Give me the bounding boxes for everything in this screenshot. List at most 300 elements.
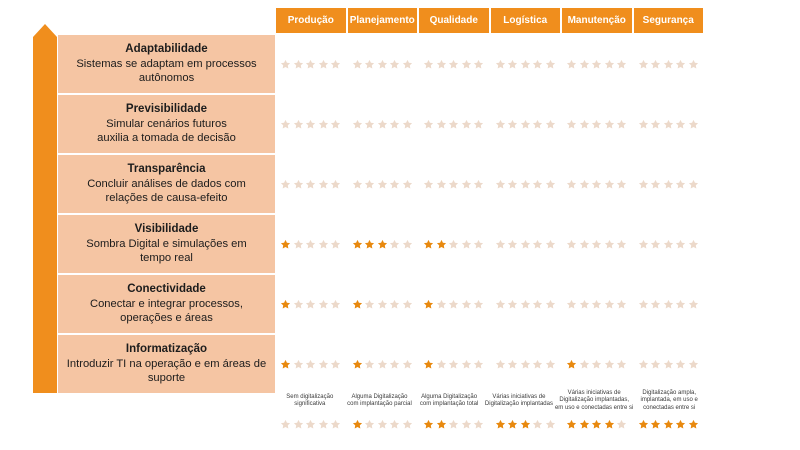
rating-cell bbox=[562, 215, 632, 273]
star-rating bbox=[352, 419, 413, 430]
star-empty-icon bbox=[389, 239, 400, 250]
rating-cell bbox=[419, 95, 489, 153]
rating-cell bbox=[276, 95, 346, 153]
rating-cell bbox=[419, 275, 489, 333]
star-empty-icon bbox=[318, 419, 329, 430]
rating-cell bbox=[419, 155, 489, 213]
legend-rating-cell bbox=[634, 418, 704, 430]
star-empty-icon bbox=[293, 419, 304, 430]
star-empty-icon bbox=[293, 239, 304, 250]
rating-cell bbox=[276, 335, 346, 393]
star-empty-icon bbox=[638, 119, 649, 130]
star-rating bbox=[280, 419, 341, 430]
star-empty-icon bbox=[389, 179, 400, 190]
star-empty-icon bbox=[507, 119, 518, 130]
row-label bbox=[58, 335, 275, 393]
star-empty-icon bbox=[389, 119, 400, 130]
rating-cell bbox=[276, 215, 346, 273]
star-empty-icon bbox=[389, 59, 400, 70]
row-label bbox=[58, 95, 275, 153]
star-empty-icon bbox=[688, 299, 699, 310]
star-empty-icon bbox=[473, 359, 484, 370]
star-rating bbox=[423, 59, 484, 70]
star-filled-icon bbox=[423, 239, 434, 250]
star-rating bbox=[280, 119, 341, 130]
star-empty-icon bbox=[532, 239, 543, 250]
star-rating bbox=[423, 179, 484, 190]
legend-cell bbox=[276, 388, 344, 414]
column-header-producao: Produção bbox=[276, 8, 346, 33]
star-filled-icon bbox=[352, 239, 363, 250]
star-filled-icon bbox=[436, 419, 447, 430]
star-empty-icon bbox=[616, 299, 627, 310]
row-ratings bbox=[276, 335, 703, 393]
star-rating bbox=[638, 179, 699, 190]
star-empty-icon bbox=[280, 119, 291, 130]
legend-star-scale bbox=[276, 418, 703, 430]
star-empty-icon bbox=[566, 119, 577, 130]
star-empty-icon bbox=[364, 359, 375, 370]
star-empty-icon bbox=[305, 179, 316, 190]
star-empty-icon bbox=[402, 119, 413, 130]
star-empty-icon bbox=[545, 119, 556, 130]
star-empty-icon bbox=[591, 299, 602, 310]
star-empty-icon bbox=[436, 119, 447, 130]
star-empty-icon bbox=[352, 179, 363, 190]
star-empty-icon bbox=[495, 359, 506, 370]
star-empty-icon bbox=[305, 419, 316, 430]
star-empty-icon bbox=[591, 119, 602, 130]
star-empty-icon bbox=[280, 179, 291, 190]
star-empty-icon bbox=[688, 119, 699, 130]
legend-cell bbox=[485, 388, 553, 414]
star-empty-icon bbox=[495, 119, 506, 130]
star-empty-icon bbox=[663, 59, 674, 70]
column-header-logistica: Logística bbox=[491, 8, 561, 33]
star-empty-icon bbox=[330, 179, 341, 190]
star-empty-icon bbox=[520, 299, 531, 310]
rating-cell bbox=[419, 335, 489, 393]
star-rating bbox=[495, 179, 556, 190]
legend-rating-cell bbox=[276, 418, 346, 430]
star-filled-icon bbox=[423, 299, 434, 310]
star-empty-icon bbox=[473, 179, 484, 190]
rating-cell bbox=[562, 95, 632, 153]
star-empty-icon bbox=[604, 359, 615, 370]
star-empty-icon bbox=[545, 179, 556, 190]
row-title: Transparência bbox=[127, 163, 206, 176]
star-empty-icon bbox=[579, 359, 590, 370]
star-filled-icon bbox=[280, 359, 291, 370]
star-empty-icon bbox=[675, 179, 686, 190]
legend-label: Sem digitalização significativa bbox=[286, 393, 334, 407]
rating-cell bbox=[634, 35, 704, 93]
star-empty-icon bbox=[448, 119, 459, 130]
star-empty-icon bbox=[305, 359, 316, 370]
maturity-row-visibilidade bbox=[58, 215, 703, 273]
star-empty-icon bbox=[318, 59, 329, 70]
rating-cell bbox=[562, 275, 632, 333]
star-filled-icon bbox=[377, 239, 388, 250]
star-empty-icon bbox=[280, 419, 291, 430]
row-description: Sombra Digital e simulações em tempo real bbox=[86, 237, 247, 265]
rating-cell bbox=[276, 35, 346, 93]
star-filled-icon bbox=[675, 419, 686, 430]
star-filled-icon bbox=[280, 299, 291, 310]
star-empty-icon bbox=[461, 359, 472, 370]
star-rating bbox=[495, 239, 556, 250]
star-empty-icon bbox=[364, 119, 375, 130]
star-empty-icon bbox=[448, 179, 459, 190]
row-description: Introduzir TI na operação e em áreas de suporte bbox=[66, 357, 267, 385]
column-header-seguranca: Segurança bbox=[634, 8, 704, 33]
row-description: Conectar e integrar processos, operações e áreas bbox=[90, 297, 243, 325]
star-empty-icon bbox=[473, 299, 484, 310]
rating-cell bbox=[276, 275, 346, 333]
column-header-qualidade: Qualidade bbox=[419, 8, 489, 33]
row-ratings bbox=[276, 95, 703, 153]
star-filled-icon bbox=[352, 419, 363, 430]
column-header-manutencao: Manutenção bbox=[562, 8, 632, 33]
star-empty-icon bbox=[280, 59, 291, 70]
row-label bbox=[58, 275, 275, 333]
row-title: Informatização bbox=[125, 343, 208, 356]
star-empty-icon bbox=[604, 119, 615, 130]
star-rating bbox=[423, 119, 484, 130]
star-empty-icon bbox=[495, 299, 506, 310]
star-empty-icon bbox=[495, 239, 506, 250]
rating-cell bbox=[348, 35, 418, 93]
star-empty-icon bbox=[402, 179, 413, 190]
star-rating bbox=[566, 359, 627, 370]
star-filled-icon bbox=[436, 239, 447, 250]
star-filled-icon bbox=[352, 359, 363, 370]
star-rating bbox=[280, 359, 341, 370]
column-header-planejamento: Planejamento bbox=[348, 8, 418, 33]
star-filled-icon bbox=[663, 419, 674, 430]
star-empty-icon bbox=[566, 299, 577, 310]
row-title: Conectividade bbox=[127, 283, 206, 296]
star-empty-icon bbox=[675, 59, 686, 70]
star-empty-icon bbox=[532, 359, 543, 370]
star-empty-icon bbox=[473, 239, 484, 250]
star-empty-icon bbox=[650, 239, 661, 250]
star-empty-icon bbox=[616, 59, 627, 70]
rating-cell bbox=[562, 155, 632, 213]
star-empty-icon bbox=[364, 299, 375, 310]
star-empty-icon bbox=[377, 299, 388, 310]
star-empty-icon bbox=[591, 239, 602, 250]
star-empty-icon bbox=[616, 119, 627, 130]
star-empty-icon bbox=[377, 419, 388, 430]
star-rating bbox=[566, 239, 627, 250]
row-ratings bbox=[276, 215, 703, 273]
star-rating bbox=[280, 299, 341, 310]
star-empty-icon bbox=[604, 239, 615, 250]
star-empty-icon bbox=[507, 299, 518, 310]
star-empty-icon bbox=[638, 59, 649, 70]
star-empty-icon bbox=[579, 299, 590, 310]
star-empty-icon bbox=[604, 299, 615, 310]
star-empty-icon bbox=[638, 179, 649, 190]
star-empty-icon bbox=[352, 59, 363, 70]
star-empty-icon bbox=[448, 299, 459, 310]
star-empty-icon bbox=[650, 59, 661, 70]
star-empty-icon bbox=[675, 359, 686, 370]
star-empty-icon bbox=[436, 179, 447, 190]
star-filled-icon bbox=[423, 419, 434, 430]
star-empty-icon bbox=[688, 179, 699, 190]
rating-cell bbox=[491, 275, 561, 333]
star-empty-icon bbox=[532, 59, 543, 70]
row-title: Adaptabilidade bbox=[125, 43, 208, 56]
legend-labels bbox=[276, 388, 703, 414]
star-rating bbox=[638, 299, 699, 310]
row-label bbox=[58, 155, 275, 213]
star-empty-icon bbox=[579, 119, 590, 130]
star-empty-icon bbox=[616, 179, 627, 190]
legend-rating-cell bbox=[419, 418, 489, 430]
legend-label: Várias iniciativas de Digitalização implantadas, em uso e conectadas entre si bbox=[554, 389, 634, 411]
star-empty-icon bbox=[473, 419, 484, 430]
star-empty-icon bbox=[663, 239, 674, 250]
star-rating bbox=[638, 119, 699, 130]
star-empty-icon bbox=[591, 359, 602, 370]
star-empty-icon bbox=[293, 59, 304, 70]
star-empty-icon bbox=[330, 239, 341, 250]
star-rating bbox=[280, 59, 341, 70]
star-filled-icon bbox=[591, 419, 602, 430]
star-filled-icon bbox=[604, 419, 615, 430]
star-rating bbox=[566, 119, 627, 130]
star-empty-icon bbox=[520, 59, 531, 70]
star-rating bbox=[423, 419, 484, 430]
star-empty-icon bbox=[532, 419, 543, 430]
star-rating bbox=[495, 419, 556, 430]
star-empty-icon bbox=[364, 179, 375, 190]
star-empty-icon bbox=[389, 419, 400, 430]
legend-cell bbox=[415, 388, 483, 414]
star-empty-icon bbox=[461, 119, 472, 130]
maturity-row-previsibilidade bbox=[58, 95, 703, 153]
star-empty-icon bbox=[520, 239, 531, 250]
star-filled-icon bbox=[423, 359, 434, 370]
star-rating bbox=[566, 419, 627, 430]
rating-cell bbox=[419, 215, 489, 273]
star-filled-icon bbox=[352, 299, 363, 310]
star-empty-icon bbox=[638, 299, 649, 310]
star-empty-icon bbox=[318, 299, 329, 310]
column-header bbox=[276, 8, 703, 33]
star-empty-icon bbox=[566, 179, 577, 190]
star-empty-icon bbox=[638, 239, 649, 250]
star-empty-icon bbox=[650, 299, 661, 310]
rating-cell bbox=[634, 155, 704, 213]
star-empty-icon bbox=[448, 59, 459, 70]
star-empty-icon bbox=[318, 359, 329, 370]
star-empty-icon bbox=[330, 119, 341, 130]
star-filled-icon bbox=[520, 419, 531, 430]
row-title: Previsibilidade bbox=[125, 103, 208, 116]
legend-cell bbox=[555, 388, 633, 414]
rating-cell bbox=[491, 335, 561, 393]
star-empty-icon bbox=[604, 59, 615, 70]
star-filled-icon bbox=[507, 419, 518, 430]
star-empty-icon bbox=[532, 179, 543, 190]
star-empty-icon bbox=[473, 59, 484, 70]
star-rating bbox=[352, 299, 413, 310]
star-empty-icon bbox=[402, 419, 413, 430]
star-empty-icon bbox=[461, 299, 472, 310]
star-empty-icon bbox=[402, 299, 413, 310]
rating-cell bbox=[348, 275, 418, 333]
star-empty-icon bbox=[532, 299, 543, 310]
star-empty-icon bbox=[495, 179, 506, 190]
star-empty-icon bbox=[650, 119, 661, 130]
star-rating bbox=[638, 419, 699, 430]
star-empty-icon bbox=[688, 359, 699, 370]
star-rating bbox=[495, 359, 556, 370]
star-filled-icon bbox=[280, 239, 291, 250]
row-ratings bbox=[276, 35, 703, 93]
rating-cell bbox=[562, 35, 632, 93]
star-empty-icon bbox=[330, 359, 341, 370]
star-rating bbox=[352, 59, 413, 70]
star-empty-icon bbox=[318, 239, 329, 250]
legend-cell bbox=[635, 388, 703, 414]
star-empty-icon bbox=[436, 299, 447, 310]
star-empty-icon bbox=[402, 239, 413, 250]
star-empty-icon bbox=[638, 359, 649, 370]
star-filled-icon bbox=[650, 419, 661, 430]
star-empty-icon bbox=[495, 59, 506, 70]
legend-label: Alguma Digitalização com implantação parcial bbox=[347, 393, 412, 407]
star-empty-icon bbox=[423, 179, 434, 190]
star-empty-icon bbox=[364, 419, 375, 430]
rating-cell bbox=[562, 335, 632, 393]
star-empty-icon bbox=[423, 59, 434, 70]
star-empty-icon bbox=[448, 359, 459, 370]
star-empty-icon bbox=[688, 239, 699, 250]
row-description: Concluir análises de dados com relações de causa-efeito bbox=[87, 177, 246, 205]
star-filled-icon bbox=[364, 239, 375, 250]
star-filled-icon bbox=[579, 419, 590, 430]
star-empty-icon bbox=[293, 359, 304, 370]
star-empty-icon bbox=[377, 179, 388, 190]
star-rating bbox=[566, 59, 627, 70]
rating-cell bbox=[348, 95, 418, 153]
star-empty-icon bbox=[545, 419, 556, 430]
star-empty-icon bbox=[473, 119, 484, 130]
star-empty-icon bbox=[566, 59, 577, 70]
star-rating bbox=[638, 239, 699, 250]
star-rating bbox=[280, 239, 341, 250]
rating-cell bbox=[491, 95, 561, 153]
row-title: Visibilidade bbox=[134, 223, 199, 236]
star-empty-icon bbox=[532, 119, 543, 130]
star-rating bbox=[423, 299, 484, 310]
rating-cell bbox=[348, 155, 418, 213]
star-rating bbox=[352, 359, 413, 370]
row-label bbox=[58, 215, 275, 273]
legend-rating-cell bbox=[491, 418, 561, 430]
star-empty-icon bbox=[436, 59, 447, 70]
row-description: Sistemas se adaptam em processos autônomos bbox=[76, 57, 257, 85]
row-label bbox=[58, 35, 275, 93]
star-rating bbox=[495, 59, 556, 70]
star-empty-icon bbox=[377, 359, 388, 370]
star-filled-icon bbox=[688, 419, 699, 430]
star-empty-icon bbox=[650, 179, 661, 190]
star-empty-icon bbox=[402, 359, 413, 370]
star-empty-icon bbox=[616, 239, 627, 250]
rating-cell bbox=[491, 35, 561, 93]
star-empty-icon bbox=[377, 59, 388, 70]
maturity-row-adaptabilidade bbox=[58, 35, 703, 93]
star-empty-icon bbox=[591, 179, 602, 190]
star-empty-icon bbox=[579, 59, 590, 70]
rating-cell bbox=[634, 335, 704, 393]
star-empty-icon bbox=[579, 239, 590, 250]
star-empty-icon bbox=[352, 119, 363, 130]
star-empty-icon bbox=[293, 299, 304, 310]
star-empty-icon bbox=[436, 359, 447, 370]
star-filled-icon bbox=[566, 419, 577, 430]
star-empty-icon bbox=[507, 179, 518, 190]
star-rating bbox=[566, 299, 627, 310]
maturity-row-transparencia bbox=[58, 155, 703, 213]
star-empty-icon bbox=[461, 419, 472, 430]
star-empty-icon bbox=[663, 179, 674, 190]
row-ratings bbox=[276, 275, 703, 333]
star-empty-icon bbox=[675, 299, 686, 310]
rating-cell bbox=[348, 335, 418, 393]
star-rating bbox=[495, 119, 556, 130]
rating-cell bbox=[634, 95, 704, 153]
star-empty-icon bbox=[663, 359, 674, 370]
star-rating bbox=[495, 299, 556, 310]
star-empty-icon bbox=[650, 359, 661, 370]
star-empty-icon bbox=[318, 179, 329, 190]
rating-cell bbox=[276, 155, 346, 213]
row-description: Simular cenários futuros auxilia a tomada de decisão bbox=[97, 117, 236, 145]
star-empty-icon bbox=[507, 359, 518, 370]
star-empty-icon bbox=[389, 359, 400, 370]
rating-cell bbox=[491, 215, 561, 273]
star-empty-icon bbox=[377, 119, 388, 130]
rating-cell bbox=[419, 35, 489, 93]
star-empty-icon bbox=[448, 239, 459, 250]
star-rating bbox=[638, 359, 699, 370]
star-rating bbox=[423, 239, 484, 250]
star-empty-icon bbox=[545, 359, 556, 370]
star-empty-icon bbox=[330, 299, 341, 310]
star-empty-icon bbox=[305, 299, 316, 310]
star-empty-icon bbox=[461, 179, 472, 190]
star-filled-icon bbox=[566, 359, 577, 370]
legend-rating-cell bbox=[348, 418, 418, 430]
star-filled-icon bbox=[495, 419, 506, 430]
star-rating bbox=[566, 179, 627, 190]
legend-cell bbox=[346, 388, 414, 414]
star-empty-icon bbox=[591, 59, 602, 70]
star-empty-icon bbox=[616, 359, 627, 370]
star-empty-icon bbox=[423, 119, 434, 130]
star-empty-icon bbox=[305, 239, 316, 250]
star-filled-icon bbox=[638, 419, 649, 430]
star-rating bbox=[352, 179, 413, 190]
star-empty-icon bbox=[675, 119, 686, 130]
